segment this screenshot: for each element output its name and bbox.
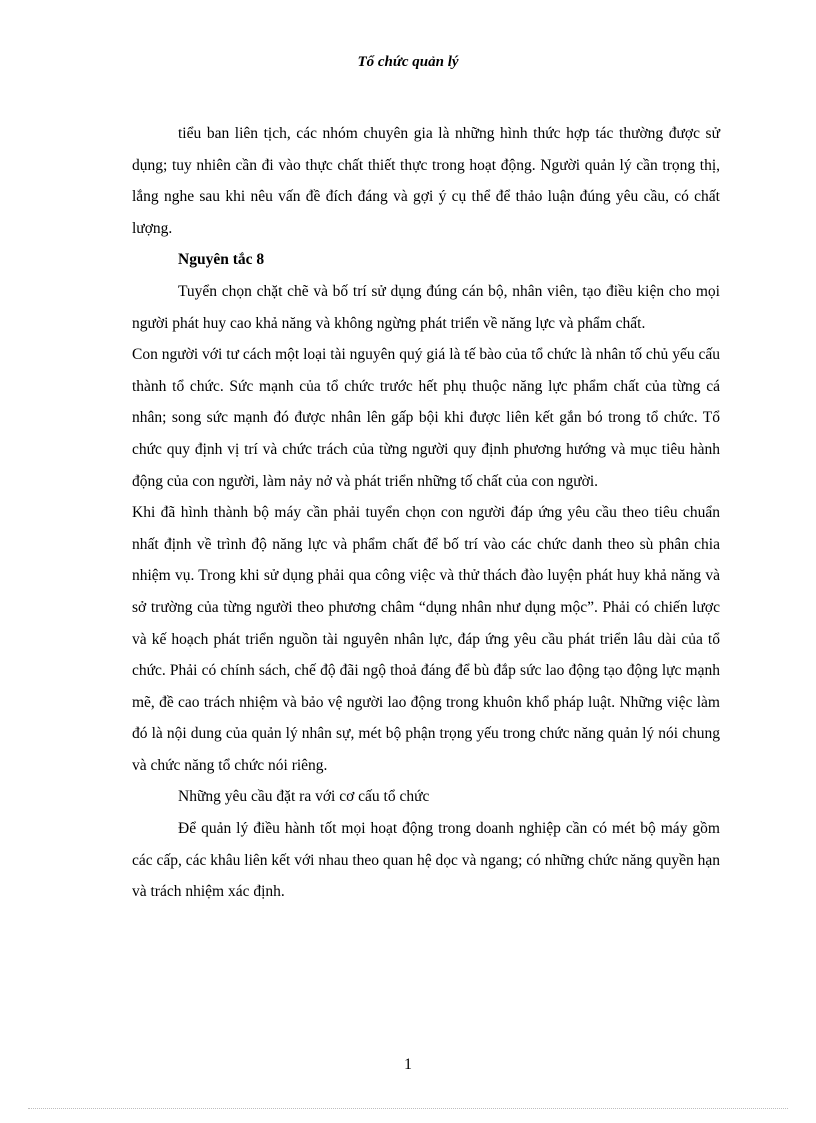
page-number: 1 <box>404 1056 412 1073</box>
document-body <box>132 118 720 908</box>
subheading-requirements: Những yêu cầu đặt ra với cơ cấu tổ chức <box>178 788 430 806</box>
paragraph-continuation: tiểu ban liên tịch, các nhóm chuyên gia là những hình thức hợp tác thường được sử dụng; tuy nhiên cần đi vào thực chất thiết thực trong hoạt động. Người quản lý cần trọng thị, lắng nghe sau khi nêu vấn đề đích đáng và gợi ý cụ thể để thảo luận đúng yêu cầu, có chất lượng. <box>132 125 720 237</box>
paragraph-human-resource: Con người với tư cách một loại tài nguyên quý giá là tế bào của tổ chức là nhân tố chủ yếu cấu thành tổ chức. Sức mạnh của tổ chức trước hết phụ thuộc năng lực phẩm chất của từng cá nhân; song sức mạnh đó được nhân lên gấp bội khi được liên kết gắn bó trong tổ chức. Tổ chức quy định vị trí và chức trách của từng người quy định phương hướng và mục tiêu hành động của con người, làm nảy nở và phát triển những tố chất của con người. <box>132 346 720 490</box>
page-bottom-divider <box>28 1108 788 1109</box>
paragraph-structure: Để quản lý điều hành tốt mọi hoạt động trong doanh nghiệp cần có mét bộ máy gồm các cấp, các khâu liên kết với nhau theo quan hệ dọc và ngang; có những chức năng quyền hạn và trách nhiệm xác định. <box>132 820 720 901</box>
section-heading-principle-8: Nguyên tắc 8 <box>178 251 265 269</box>
page-header-title: Tổ chức quản lý <box>357 54 459 70</box>
paragraph-principle-statement: Tuyển chọn chặt chẽ và bố trí sử dụng đúng cán bộ, nhân viên, tạo điều kiện cho mọi người phát huy cao khả năng và không ngừng phát triển về năng lực và phẩm chất. <box>132 282 720 332</box>
paragraph-recruitment: Khi đã hình thành bộ máy cần phải tuyển chọn con người đáp ứng yêu cầu theo tiêu chuẩn nhất định về trình độ năng lực và phẩm chất để bố trí vào các chức danh theo sù phân chia nhiệm vụ. Trong khi sử dụng phải qua công việc và thử thách đào luyện phát huy khả năng và sở trường của từng người theo phương châm “dụng nhân như dụng mộc”. Phải có chiến lược và kế hoạch phát triển nguồn tài nguyên nhân lực, đáp ứng yêu cầu phát triển lâu dài của tổ chức. Phải có chính sách, chế độ đãi ngộ thoả đáng để bù đắp sức lao động tạo động lực mạnh mẽ, đề cao trách nhiệm và bảo vệ người lao động trong khuôn khổ pháp luật. Những việc làm đó là nội dung của quản lý nhân sự, mét bộ phận trọng yếu trong chức năng quản lý nói chung và chức năng tổ chức nói riêng. <box>132 504 720 774</box>
